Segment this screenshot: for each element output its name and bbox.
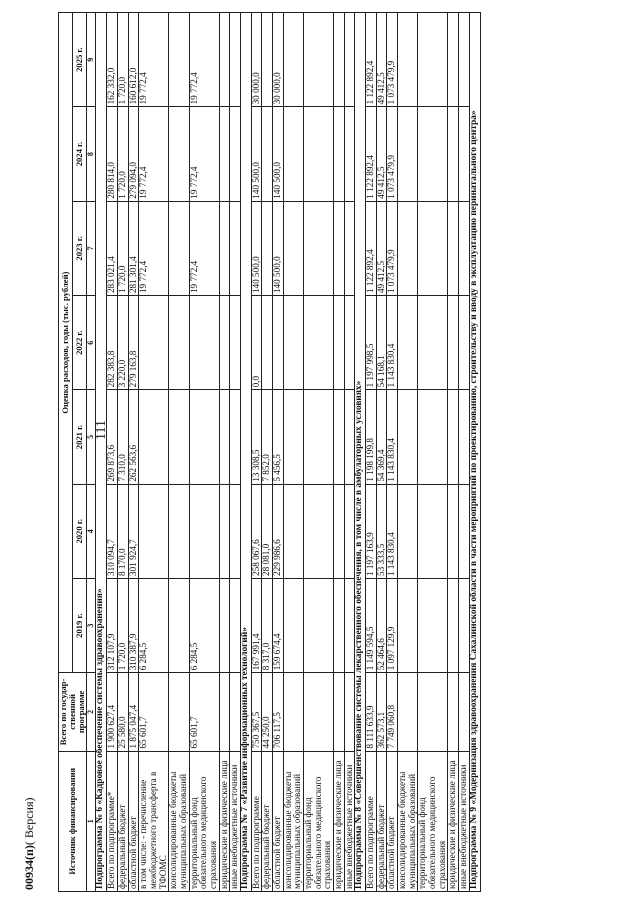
row-value-cell: [219, 578, 230, 672]
table-row: [219, 13, 230, 892]
row-source-label: юридические и физические лица: [448, 751, 459, 891]
row-value-cell: [139, 296, 169, 390]
table-row: [128, 13, 139, 892]
row-value-cell: 262 563,6: [128, 390, 139, 484]
row-value-cell: 1 900 627,4: [107, 673, 118, 751]
row-source-label: Всего по подпрограмме: [251, 751, 262, 891]
table-row: [169, 13, 189, 892]
row-value-cell: [333, 107, 344, 201]
row-value-cell: 65 601,7: [189, 673, 219, 751]
row-value-cell: [189, 390, 219, 484]
row-source-label: федеральный бюджет: [262, 751, 273, 891]
header-source: Источник финансирования: [59, 751, 87, 891]
row-value-cell: 19 772,4: [189, 201, 219, 295]
section-title: Подпрограмма № 7 «Развитие информационных технологий»: [240, 13, 251, 892]
row-value-cell: 140 500,0: [273, 107, 284, 201]
row-value-cell: [398, 107, 418, 201]
row-value-cell: [459, 201, 470, 295]
row-value-cell: [219, 201, 230, 295]
header-estimate: Оценка расходов, годы (тыс. рублей): [59, 13, 73, 673]
row-value-cell: 7 852,0: [262, 390, 273, 484]
header-year: 2023 г.: [73, 201, 87, 295]
row-value-cell: [230, 673, 241, 751]
row-value-cell: 54 168,1: [376, 296, 387, 390]
row-value-cell: 49 412,5: [376, 201, 387, 295]
row-value-cell: [230, 201, 241, 295]
row-value-cell: [448, 673, 459, 751]
table-row: [418, 13, 448, 892]
document-code: [22, 798, 37, 891]
row-value-cell: [459, 484, 470, 578]
row-value-cell: [219, 673, 230, 751]
row-value-cell: 140 500,0: [251, 201, 262, 295]
row-value-cell: [169, 673, 189, 751]
header-year: 2020 г.: [73, 484, 87, 578]
row-value-cell: 167 991,4: [251, 578, 262, 672]
row-source-label: федеральный бюджет: [376, 751, 387, 891]
row-value-cell: [418, 578, 448, 672]
row-value-cell: [398, 13, 418, 107]
section-header-row: [240, 13, 251, 892]
rotated-table-container: [58, 12, 638, 892]
table-row: [189, 13, 219, 892]
section-header-row: [355, 13, 366, 892]
row-value-cell: [333, 578, 344, 672]
row-source-label: консолидированные бюджеты муниципальных образований: [398, 751, 418, 891]
section-title: Подпрограмма № 9 «Модернизация здравоохранения Сахалинской области в части мероприятий по проектированию, строительству и вводу в эксплуатацию перинатального центра»: [469, 13, 480, 892]
section-header-row: [96, 13, 107, 892]
row-value-cell: [448, 578, 459, 672]
row-value-cell: 1 073 479,9: [387, 13, 398, 107]
row-source-label: областной бюджет: [387, 751, 398, 891]
row-value-cell: [304, 578, 334, 672]
header-year: 2021 г.: [73, 390, 87, 484]
row-value-cell: [459, 13, 470, 107]
table-row: [139, 13, 169, 892]
document-code-number: 00934(п): [22, 845, 36, 890]
row-value-cell: [459, 296, 470, 390]
row-value-cell: [333, 201, 344, 295]
row-value-cell: [344, 296, 355, 390]
row-value-cell: [418, 673, 448, 751]
row-value-cell: [262, 296, 273, 390]
row-value-cell: [283, 390, 303, 484]
row-value-cell: 49 412,5: [376, 107, 387, 201]
row-source-label: консолидированные бюджеты муниципальных образований: [169, 751, 189, 891]
header-total: Всего по государственной программе: [59, 673, 87, 751]
row-value-cell: [398, 578, 418, 672]
row-value-cell: 1 720,0: [117, 107, 128, 201]
row-value-cell: [283, 296, 303, 390]
row-value-cell: 279 094,0: [128, 107, 139, 201]
row-value-cell: [304, 484, 334, 578]
row-value-cell: 54 369,4: [376, 390, 387, 484]
column-index: 1: [87, 751, 96, 891]
column-index: 2: [87, 673, 96, 751]
row-value-cell: 19 772,4: [189, 107, 219, 201]
row-source-label: областной бюджет: [128, 751, 139, 891]
row-value-cell: 25 580,0: [117, 673, 128, 751]
row-value-cell: [398, 390, 418, 484]
row-value-cell: [219, 296, 230, 390]
table-body: [96, 13, 480, 892]
row-value-cell: 283 021,4: [107, 201, 118, 295]
row-value-cell: [459, 578, 470, 672]
header-year: 2025 г.: [73, 13, 87, 107]
row-value-cell: 52 464,6: [376, 578, 387, 672]
row-value-cell: 1 122 892,4: [366, 107, 377, 201]
column-index: 6: [87, 296, 96, 390]
row-value-cell: 159 674,4: [273, 578, 284, 672]
row-value-cell: [459, 673, 470, 751]
row-source-label: юридические и физические лица: [219, 751, 230, 891]
row-value-cell: [344, 201, 355, 295]
row-value-cell: 281 301,4: [128, 201, 139, 295]
row-value-cell: 1 720,0: [117, 13, 128, 107]
row-value-cell: [169, 390, 189, 484]
row-value-cell: 310 094,7: [107, 484, 118, 578]
row-value-cell: [219, 13, 230, 107]
row-source-label: областной бюджет: [273, 751, 284, 891]
row-value-cell: 140 500,0: [251, 107, 262, 201]
row-value-cell: 750 367,5: [251, 673, 262, 751]
row-value-cell: 6 284,5: [189, 578, 219, 672]
row-value-cell: [169, 484, 189, 578]
row-value-cell: 1 122 892,4: [366, 13, 377, 107]
row-value-cell: [344, 13, 355, 107]
row-value-cell: 8 317,0: [262, 578, 273, 672]
row-value-cell: 362 573,1: [376, 673, 387, 751]
table-row: [107, 13, 118, 892]
row-value-cell: 30 000,0: [251, 13, 262, 107]
row-value-cell: [459, 390, 470, 484]
row-value-cell: 7 749 060,8: [387, 673, 398, 751]
row-value-cell: [283, 484, 303, 578]
row-source-label: территориальный фонд обязательного медицинского страхования: [418, 751, 448, 891]
section-header-row: [469, 13, 480, 892]
row-value-cell: [262, 13, 273, 107]
row-value-cell: [283, 201, 303, 295]
row-value-cell: 310 387,9: [128, 578, 139, 672]
row-value-cell: [262, 107, 273, 201]
row-value-cell: 1 875 047,4: [128, 673, 139, 751]
row-value-cell: [448, 484, 459, 578]
row-value-cell: [219, 107, 230, 201]
row-source-label: территориальный фонд обязательного медицинского страхования: [304, 751, 334, 891]
row-value-cell: 1 720,0: [117, 578, 128, 672]
row-value-cell: [398, 296, 418, 390]
row-value-cell: [230, 107, 241, 201]
row-value-cell: [139, 390, 169, 484]
row-source-label: Всего по подпрограмме: [366, 751, 377, 891]
table-row: [448, 13, 459, 892]
row-value-cell: 706 117,5: [273, 673, 284, 751]
table-row: [459, 13, 470, 892]
row-source-label: иные внебюджетные источники: [344, 751, 355, 891]
table-row: [273, 13, 284, 892]
table-row: [304, 13, 334, 892]
row-value-cell: 3 220,0: [117, 296, 128, 390]
section-title: Подпрограмма № 8 «Совершенствование системы лекарственного обеспечения, в том числе в амбулаторных условиях»: [355, 13, 366, 892]
column-index: 7: [87, 201, 96, 295]
row-value-cell: 8 170,0: [117, 484, 128, 578]
column-index: 4: [87, 484, 96, 578]
row-value-cell: [230, 13, 241, 107]
row-value-cell: 301 924,7: [128, 484, 139, 578]
row-source-label: территориальный фонд обязательного медицинского страхования: [189, 751, 219, 891]
row-value-cell: 1 720,0: [117, 201, 128, 295]
row-value-cell: [139, 484, 169, 578]
row-value-cell: 269 873,6: [107, 390, 118, 484]
row-value-cell: [169, 201, 189, 295]
row-value-cell: 19 772,4: [189, 13, 219, 107]
row-value-cell: [418, 201, 448, 295]
row-value-cell: 53 333,5: [376, 484, 387, 578]
table-row: [283, 13, 303, 892]
row-value-cell: [304, 107, 334, 201]
row-value-cell: [418, 107, 448, 201]
row-value-cell: [398, 484, 418, 578]
row-value-cell: 140 500,0: [273, 201, 284, 295]
row-value-cell: [448, 107, 459, 201]
row-value-cell: 258 067,6: [251, 484, 262, 578]
row-value-cell: [333, 13, 344, 107]
row-value-cell: 28 081,0: [262, 484, 273, 578]
page-number: 111: [94, 420, 109, 440]
row-value-cell: 1 197 163,9: [366, 484, 377, 578]
row-value-cell: 5 456,5: [273, 390, 284, 484]
table-row: [398, 13, 418, 892]
row-value-cell: 49 412,5: [376, 13, 387, 107]
table-row: [333, 13, 344, 892]
row-source-label: иные внебюджетные источники: [230, 751, 241, 891]
row-value-cell: [219, 390, 230, 484]
row-value-cell: 1 073 479,9: [387, 107, 398, 201]
row-source-label: Всего по подпрограмме*: [107, 751, 118, 891]
document-version: ( Версия): [22, 797, 36, 846]
row-value-cell: [230, 390, 241, 484]
column-index: 3: [87, 578, 96, 672]
row-value-cell: 279 163,8: [128, 296, 139, 390]
row-value-cell: [398, 673, 418, 751]
table-row: [376, 13, 387, 892]
row-value-cell: [169, 13, 189, 107]
row-value-cell: [418, 13, 448, 107]
row-value-cell: [448, 13, 459, 107]
row-value-cell: 8 111 633,9: [366, 673, 377, 751]
row-value-cell: 280 814,0: [107, 107, 118, 201]
row-value-cell: [219, 484, 230, 578]
row-value-cell: [230, 578, 241, 672]
row-value-cell: [333, 673, 344, 751]
table-row: [251, 13, 262, 892]
row-value-cell: [230, 484, 241, 578]
row-value-cell: [189, 484, 219, 578]
row-value-cell: [169, 578, 189, 672]
row-value-cell: [230, 296, 241, 390]
row-value-cell: [333, 484, 344, 578]
row-value-cell: 0,0: [251, 296, 262, 390]
section-title: Подпрограмма № 6 «Кадровое обеспечение системы здравоохранения»: [96, 13, 107, 892]
row-value-cell: 19 772,4: [139, 107, 169, 201]
row-value-cell: 30 000,0: [273, 13, 284, 107]
row-source-label: консолидированные бюджеты муниципальных образований: [283, 751, 303, 891]
row-value-cell: 1 122 892,4: [366, 201, 377, 295]
column-index: 9: [87, 13, 96, 107]
row-value-cell: [448, 201, 459, 295]
column-index: 5: [87, 390, 96, 484]
row-source-label: федеральный бюджет: [117, 751, 128, 891]
row-source-label: в том числе: - перечисление межбюджетного трансферта в ТФОМС: [139, 751, 169, 891]
table-row: [262, 13, 273, 892]
row-value-cell: 160 612,0: [128, 13, 139, 107]
row-value-cell: 1 097 129,9: [387, 578, 398, 672]
row-value-cell: 44 250,0: [262, 673, 273, 751]
row-value-cell: [304, 296, 334, 390]
row-value-cell: [333, 390, 344, 484]
row-value-cell: 7 310,0: [117, 390, 128, 484]
row-value-cell: 162 332,0: [107, 13, 118, 107]
row-value-cell: 312 107,9: [107, 578, 118, 672]
row-value-cell: [304, 201, 334, 295]
header-year: 2019 г.: [73, 578, 87, 672]
row-value-cell: [169, 296, 189, 390]
row-source-label: иные внебюджетные источники: [459, 751, 470, 891]
table-row: [117, 13, 128, 892]
row-value-cell: 1 197 998,5: [366, 296, 377, 390]
row-value-cell: [333, 296, 344, 390]
header-year: 2022 г.: [73, 296, 87, 390]
row-value-cell: [273, 296, 284, 390]
table-row: [387, 13, 398, 892]
row-value-cell: 65 601,7: [139, 673, 169, 751]
row-value-cell: 1 143 830,4: [387, 296, 398, 390]
row-value-cell: [448, 390, 459, 484]
row-value-cell: 6 284,5: [139, 578, 169, 672]
row-value-cell: [418, 296, 448, 390]
row-value-cell: [304, 390, 334, 484]
row-value-cell: [344, 107, 355, 201]
table-row: [230, 13, 241, 892]
budget-table: [58, 12, 481, 892]
row-value-cell: [418, 484, 448, 578]
row-value-cell: [169, 107, 189, 201]
row-value-cell: 19 772,4: [139, 201, 169, 295]
row-value-cell: [283, 13, 303, 107]
row-value-cell: 1 073 479,9: [387, 201, 398, 295]
row-value-cell: [304, 13, 334, 107]
row-value-cell: [283, 673, 303, 751]
row-value-cell: [459, 107, 470, 201]
row-value-cell: 1 149 594,5: [366, 578, 377, 672]
table-row: [366, 13, 377, 892]
header-year: 2024 г.: [73, 107, 87, 201]
row-value-cell: [283, 107, 303, 201]
row-value-cell: [189, 296, 219, 390]
row-value-cell: [418, 390, 448, 484]
row-value-cell: 282 383,8: [107, 296, 118, 390]
row-value-cell: 19 772,4: [139, 13, 169, 107]
row-value-cell: 13 308,5: [251, 390, 262, 484]
row-value-cell: [262, 201, 273, 295]
row-value-cell: 1 143 830,4: [387, 390, 398, 484]
row-value-cell: [283, 578, 303, 672]
row-value-cell: 1 143 830,4: [387, 484, 398, 578]
column-index: 8: [87, 107, 96, 201]
row-value-cell: [398, 201, 418, 295]
row-value-cell: [304, 673, 334, 751]
row-source-label: юридические и физические лица: [333, 751, 344, 891]
row-value-cell: 229 986,6: [273, 484, 284, 578]
row-value-cell: [448, 296, 459, 390]
row-value-cell: 1 198 199,8: [366, 390, 377, 484]
